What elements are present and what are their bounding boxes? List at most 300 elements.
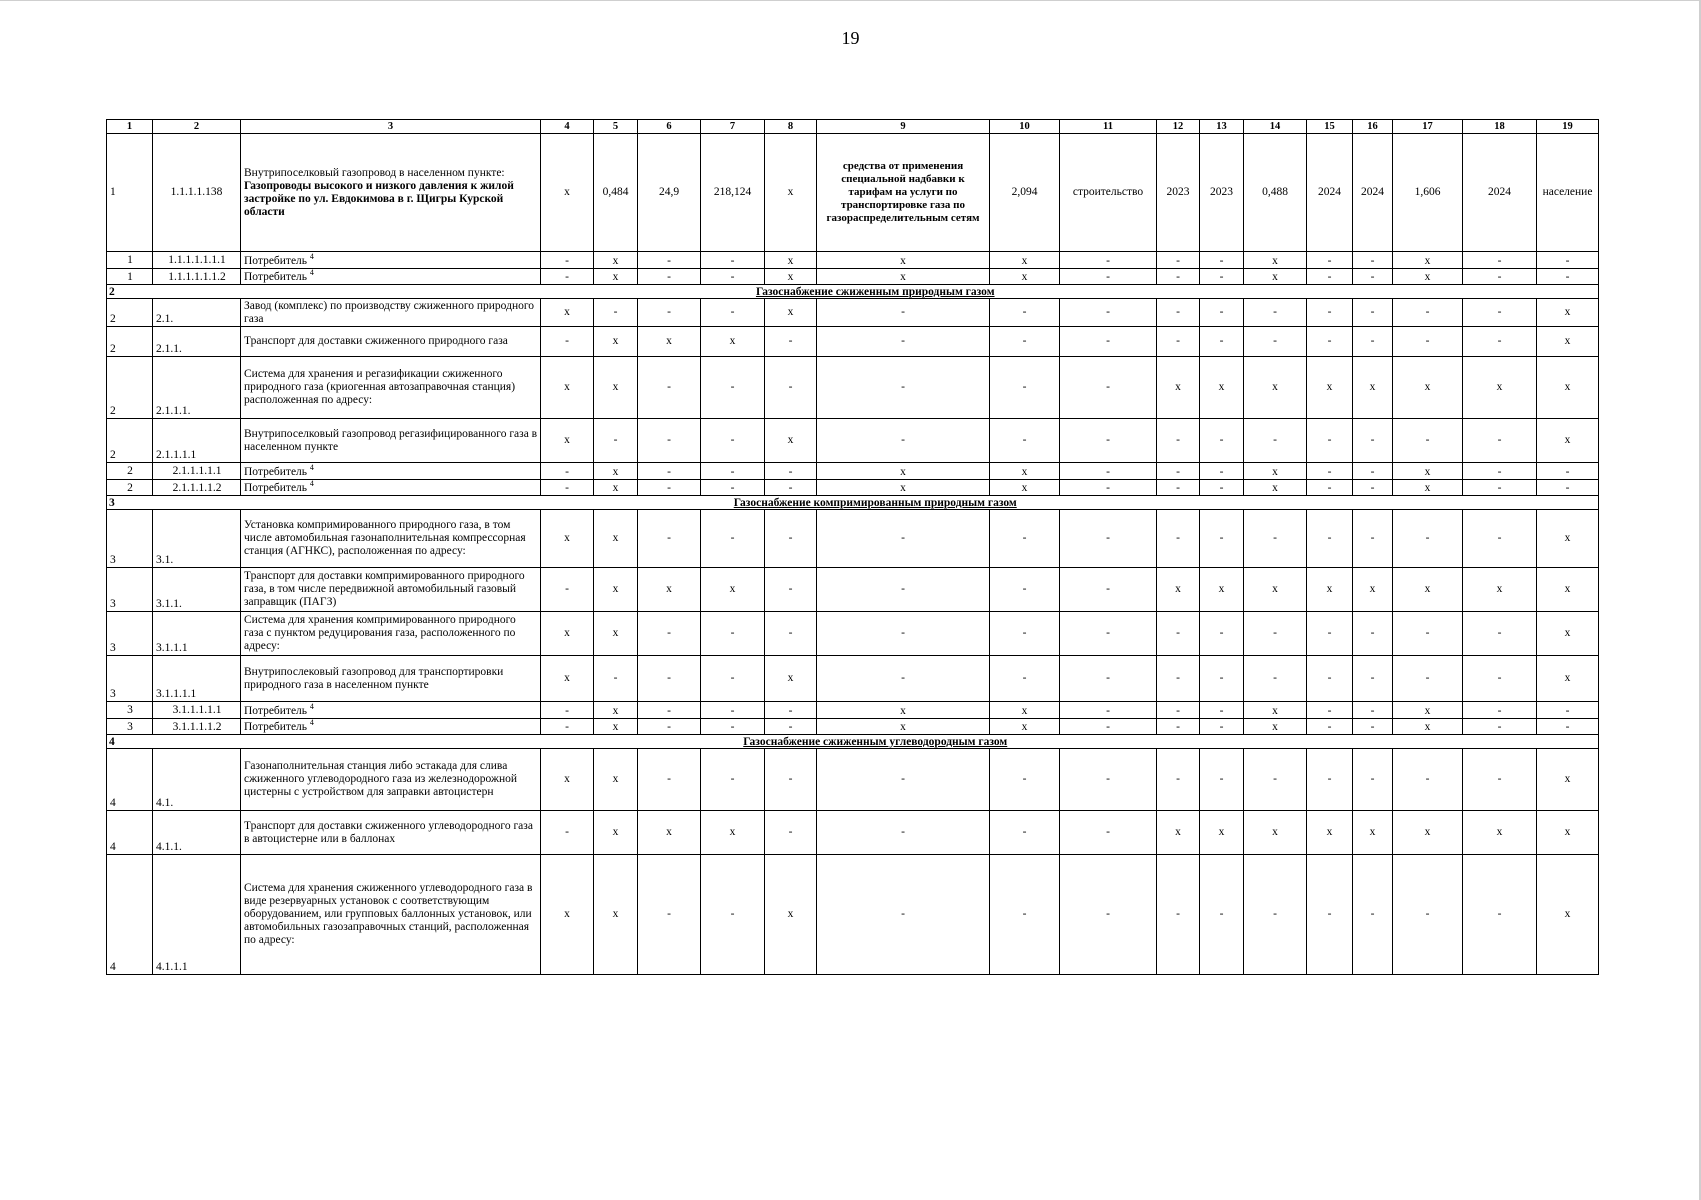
table-cell: - [765, 480, 817, 496]
table-cell: - [1157, 299, 1200, 327]
table-cell: 1.1.1.1.138 [153, 134, 241, 252]
table-cell: - [817, 749, 990, 811]
table-cell: - [817, 568, 990, 612]
column-header-13: 13 [1200, 120, 1244, 134]
table-cell: 2.1. [153, 299, 241, 327]
table-cell: - [1463, 510, 1537, 568]
table-cell: x [541, 510, 594, 568]
table-cell: 4 [107, 855, 153, 975]
table-cell: - [1060, 811, 1157, 855]
column-header-9: 9 [817, 120, 990, 134]
table-cell: x [638, 811, 701, 855]
table-cell: 4.1.1. [153, 811, 241, 855]
table-cell: x [817, 480, 990, 496]
table-cell: - [594, 299, 638, 327]
gas-supply-table [106, 119, 1599, 975]
table-cell: x [1463, 811, 1537, 855]
table-cell: - [1060, 702, 1157, 719]
table-cell: x [1157, 568, 1200, 612]
table-cell: - [1200, 299, 1244, 327]
table-cell: - [990, 811, 1060, 855]
table-cell: - [817, 357, 990, 419]
column-header-11: 11 [1060, 120, 1157, 134]
table-cell: 0,488 [1244, 134, 1307, 252]
table-cell: - [1200, 656, 1244, 702]
table-cell: - [990, 357, 1060, 419]
table-cell: - [765, 568, 817, 612]
table-cell: - [1200, 480, 1244, 496]
table-cell: x [1393, 269, 1463, 285]
table-cell: - [817, 510, 990, 568]
table-cell: - [701, 719, 765, 735]
table-cell: - [541, 327, 594, 357]
table-cell: - [701, 299, 765, 327]
table-cell: 1 [107, 134, 153, 252]
table-row [107, 749, 1599, 811]
table-cell: - [1200, 419, 1244, 463]
section-row [107, 496, 1599, 510]
consumer-row [107, 252, 1599, 269]
column-header-6: 6 [638, 120, 701, 134]
table-cell: - [1060, 357, 1157, 419]
table-cell: - [1463, 269, 1537, 285]
table-cell: - [1463, 463, 1537, 480]
table-cell: - [1200, 855, 1244, 975]
table-cell: - [1537, 702, 1599, 719]
table-cell: - [1157, 656, 1200, 702]
table-cell: 24,9 [638, 134, 701, 252]
table-row [107, 419, 1599, 463]
table-cell: x [594, 811, 638, 855]
table-cell: x [1353, 568, 1393, 612]
table-cell: - [765, 463, 817, 480]
table-cell: - [1463, 702, 1537, 719]
table-cell: 2.1.1.1.1.2 [153, 480, 241, 496]
table-cell: - [1537, 269, 1599, 285]
table-cell: - [1060, 656, 1157, 702]
table-cell: x [594, 252, 638, 269]
table-cell: - [638, 702, 701, 719]
table-row [107, 327, 1599, 357]
table-cell: - [541, 811, 594, 855]
section-title: Газоснабжение сжиженным углеводородным газом [153, 735, 1599, 749]
table-cell: - [1393, 855, 1463, 975]
table-cell: x [765, 419, 817, 463]
table-cell: - [1244, 656, 1307, 702]
table-cell: 2 [107, 299, 153, 327]
table-cell: - [638, 612, 701, 656]
table-cell: - [1307, 327, 1353, 357]
table-cell: x [541, 855, 594, 975]
table-cell: - [1463, 719, 1537, 735]
table-cell: x [817, 702, 990, 719]
table-cell: x [1244, 811, 1307, 855]
table-cell: x [541, 749, 594, 811]
table-cell: x [1393, 702, 1463, 719]
table-cell: - [990, 656, 1060, 702]
table-cell: - [701, 612, 765, 656]
table-cell: - [1307, 702, 1353, 719]
table-cell: - [1307, 299, 1353, 327]
column-header-17: 17 [1393, 120, 1463, 134]
table-cell: x [1200, 811, 1244, 855]
table-cell: - [1393, 419, 1463, 463]
consumer-label [241, 480, 541, 496]
table-cell: - [765, 749, 817, 811]
table-cell: x [765, 252, 817, 269]
table-cell: 3 [107, 568, 153, 612]
table-cell: 3.1.1.1.1.1 [153, 702, 241, 719]
column-header-14: 14 [1244, 120, 1307, 134]
table-cell: x [817, 252, 990, 269]
table-cell: - [541, 269, 594, 285]
table-row [107, 811, 1599, 855]
table-cell: 4.1.1.1 [153, 855, 241, 975]
section-row [107, 285, 1599, 299]
footnote-ref: 4 [309, 718, 314, 727]
description-text: Внутрипоселковый газопровод в населенном пункте: [244, 166, 505, 179]
table-cell: x [1157, 357, 1200, 419]
consumer-label-text: Потребитель [244, 271, 308, 283]
table-cell: - [1353, 327, 1393, 357]
table-cell: - [1307, 656, 1353, 702]
table-cell: средства от применения специальной надбавки к тарифам на услуги по транспортировке газа по газораспределительным сетям [817, 134, 990, 252]
object-description: Внутрипослековый газопровод для транспортировки природного газа в населенном пункте [241, 656, 541, 702]
table-cell: 2 [107, 327, 153, 357]
table-cell: - [1353, 855, 1393, 975]
table-cell: - [817, 612, 990, 656]
table-cell: x [1537, 510, 1599, 568]
table-cell: - [701, 357, 765, 419]
table-cell: 2 [107, 357, 153, 419]
table-cell: - [1537, 719, 1599, 735]
footnote-ref: 4 [309, 702, 314, 711]
table-cell: x [817, 269, 990, 285]
table-cell: - [1060, 612, 1157, 656]
object-description: Внутрипоселковый газопровод регазифицированного газа в населенном пункте [241, 419, 541, 463]
table-cell: - [1060, 299, 1157, 327]
table-cell: - [701, 656, 765, 702]
table-cell: x [1393, 811, 1463, 855]
table-cell: x [1307, 568, 1353, 612]
table-cell: - [1244, 299, 1307, 327]
object-description: Система для хранения сжиженного углеводородного газа в виде резервуарных установок с соответствующим оборудованием, или групповых баллонных установок, или автомобильных газозаправочных станций, расположенная по адресу: [241, 855, 541, 975]
table-cell: - [1353, 702, 1393, 719]
table-cell: x [1393, 568, 1463, 612]
table-cell: 2.1.1.1. [153, 357, 241, 419]
table-cell: - [1463, 749, 1537, 811]
table-cell: - [765, 702, 817, 719]
table-cell: - [990, 612, 1060, 656]
table-cell: x [594, 357, 638, 419]
table-cell: - [1537, 463, 1599, 480]
table-cell: x [765, 656, 817, 702]
table-cell: 0,484 [594, 134, 638, 252]
consumer-label-text: Потребитель [244, 255, 308, 267]
table-cell: - [701, 749, 765, 811]
table-cell: x [1393, 463, 1463, 480]
table-cell: - [765, 510, 817, 568]
table-cell: - [1353, 299, 1393, 327]
object-description: Транспорт для доставки сжиженного углеводородного газа в автоцистерне или в баллонах [241, 811, 541, 855]
table-cell: x [990, 252, 1060, 269]
table-cell: - [1200, 719, 1244, 735]
table-cell: x [765, 134, 817, 252]
table-cell: - [1157, 749, 1200, 811]
table-cell: x [541, 357, 594, 419]
table-row [107, 612, 1599, 656]
table-cell: - [1157, 612, 1200, 656]
table-cell: - [1157, 269, 1200, 285]
table-cell: x [1537, 811, 1599, 855]
object-description: Система для хранения и регазификации сжиженного природного газа (криогенная автозаправочная станция) расположенная по адресу: [241, 357, 541, 419]
table-cell: - [701, 269, 765, 285]
table-cell: - [1307, 463, 1353, 480]
table-cell: - [1353, 510, 1393, 568]
table-cell: - [541, 252, 594, 269]
object-description: Система для хранения компримированного природного газа с пунктом редуцирования газа, расположенного по адресу: [241, 612, 541, 656]
table-cell: - [765, 357, 817, 419]
table-cell: 3.1.1. [153, 568, 241, 612]
table-cell: - [1060, 855, 1157, 975]
table-cell: - [1200, 252, 1244, 269]
table-cell: - [990, 510, 1060, 568]
table-cell: x [1537, 419, 1599, 463]
table-cell: x [1244, 702, 1307, 719]
column-header-2: 2 [153, 120, 241, 134]
page-number: 19 [841, 28, 860, 48]
column-header-12: 12 [1157, 120, 1200, 134]
table-cell: 2023 [1200, 134, 1244, 252]
table-cell: - [1157, 252, 1200, 269]
table-cell: - [990, 855, 1060, 975]
table-cell: - [765, 811, 817, 855]
table-row [107, 656, 1599, 702]
table-cell: 1.1.1.1.1.1.1 [153, 252, 241, 269]
table-cell: - [638, 749, 701, 811]
table-cell: x [1393, 480, 1463, 496]
table-cell: 3 [107, 719, 153, 735]
table-cell: x [1393, 252, 1463, 269]
column-header-10: 10 [990, 120, 1060, 134]
table-cell: - [1307, 612, 1353, 656]
table-cell: - [990, 299, 1060, 327]
table-cell: x [765, 299, 817, 327]
table-cell: - [1307, 480, 1353, 496]
table-cell: - [817, 855, 990, 975]
table-cell: x [594, 480, 638, 496]
column-header-4: 4 [541, 120, 594, 134]
table-cell: x [594, 510, 638, 568]
table-cell: x [541, 419, 594, 463]
column-header-5: 5 [594, 120, 638, 134]
table-cell: - [1200, 612, 1244, 656]
table-cell: - [1353, 269, 1393, 285]
column-header-19: 19 [1537, 120, 1599, 134]
table-cell: - [541, 480, 594, 496]
table-cell: - [638, 656, 701, 702]
table-cell: x [765, 269, 817, 285]
consumer-label-text: Потребитель [244, 466, 308, 478]
table-cell: x [1537, 327, 1599, 357]
table-cell: x [1537, 612, 1599, 656]
table-cell: - [541, 719, 594, 735]
table-cell: 2023 [1157, 134, 1200, 252]
consumer-row [107, 463, 1599, 480]
table-cell: - [638, 510, 701, 568]
table-cell: x [1200, 357, 1244, 419]
object-description: Газонаполнительная станция либо эстакада для слива сжиженного углеводородного газа из железнодорожной цистерны с устройством для заправки автоцистерн [241, 749, 541, 811]
table-cell: 4 [107, 749, 153, 811]
section-title: Газоснабжение компримированным природным газом [153, 496, 1599, 510]
table-cell: 1,606 [1393, 134, 1463, 252]
table-cell: 1 [107, 252, 153, 269]
table-cell: - [1353, 419, 1393, 463]
table-cell: x [1537, 749, 1599, 811]
table-cell: - [1393, 327, 1463, 357]
table-cell: - [1353, 463, 1393, 480]
table-cell: x [541, 656, 594, 702]
table-cell: - [1060, 419, 1157, 463]
table-cell: 3.1.1.1.1 [153, 656, 241, 702]
table-cell: x [1200, 568, 1244, 612]
table-cell: - [1393, 656, 1463, 702]
table-cell: - [990, 749, 1060, 811]
table-cell: - [1060, 480, 1157, 496]
table-cell: x [638, 327, 701, 357]
footnote-ref: 4 [309, 268, 314, 277]
description-bold-text: Газопроводы высокого и низкого давления к жилой застройке по ул. Евдокимова в г. Щигры Курской области [244, 179, 514, 218]
table-cell: - [1393, 299, 1463, 327]
column-header-1: 1 [107, 120, 153, 134]
consumer-row [107, 480, 1599, 496]
table-cell: - [1200, 327, 1244, 357]
table-cell: x [817, 463, 990, 480]
table-cell: - [1353, 656, 1393, 702]
table-cell: x [701, 568, 765, 612]
consumer-label [241, 252, 541, 269]
table-cell: 2.1.1.1.1.1 [153, 463, 241, 480]
table-cell: - [1200, 749, 1244, 811]
table-cell: - [1307, 719, 1353, 735]
table-cell: 2024 [1307, 134, 1353, 252]
table-cell: - [1353, 749, 1393, 811]
table-cell: - [1200, 463, 1244, 480]
consumer-label-text: Потребитель [244, 721, 308, 733]
table-cell: - [1307, 252, 1353, 269]
table-cell: - [541, 568, 594, 612]
table-row [107, 299, 1599, 327]
table-cell: x [1463, 357, 1537, 419]
table-cell: - [1200, 702, 1244, 719]
table-cell: - [541, 463, 594, 480]
table-cell: 2.1.1.1.1 [153, 419, 241, 463]
object-description [241, 134, 541, 252]
table-cell: - [1157, 419, 1200, 463]
table-cell: 3.1.1.1 [153, 612, 241, 656]
table-cell: строительство [1060, 134, 1157, 252]
table-cell: - [1060, 749, 1157, 811]
column-header-16: 16 [1353, 120, 1393, 134]
table-cell: - [638, 419, 701, 463]
table-cell: - [1393, 749, 1463, 811]
table-cell: 2 [107, 480, 153, 496]
table-cell: - [701, 419, 765, 463]
table-cell: - [1157, 719, 1200, 735]
table-row [107, 568, 1599, 612]
footnote-ref: 4 [309, 463, 314, 472]
table-cell: - [638, 269, 701, 285]
section-number: 4 [107, 735, 153, 749]
table-cell: x [1537, 299, 1599, 327]
table-cell: - [1060, 269, 1157, 285]
table-cell: - [701, 480, 765, 496]
section-title: Газоснабжение сжиженным природным газом [153, 285, 1599, 299]
table-cell: - [1393, 612, 1463, 656]
table-cell: 1 [107, 269, 153, 285]
table-cell: - [1353, 719, 1393, 735]
table-cell: - [1463, 327, 1537, 357]
table-cell: - [1060, 327, 1157, 357]
table-cell: - [765, 612, 817, 656]
table-cell: 3.1. [153, 510, 241, 568]
table-cell: x [594, 463, 638, 480]
table-cell: x [541, 299, 594, 327]
table-cell: x [594, 269, 638, 285]
consumer-row [107, 702, 1599, 719]
table-cell: - [1463, 855, 1537, 975]
table-row [107, 855, 1599, 975]
column-header-3: 3 [241, 120, 541, 134]
table-cell: x [594, 749, 638, 811]
table-cell: x [1157, 811, 1200, 855]
table-cell: - [1060, 568, 1157, 612]
table-cell: - [1244, 419, 1307, 463]
table-cell: - [1157, 702, 1200, 719]
header-row [107, 120, 1599, 134]
table-cell: x [594, 702, 638, 719]
table-cell: - [638, 299, 701, 327]
table-cell: - [1537, 252, 1599, 269]
table-cell: - [1060, 719, 1157, 735]
table-cell: x [1244, 480, 1307, 496]
consumer-label [241, 719, 541, 735]
table-cell: 3 [107, 612, 153, 656]
table-cell: - [1200, 510, 1244, 568]
table-cell: - [1060, 510, 1157, 568]
table-cell: - [701, 510, 765, 568]
table-cell: 1.1.1.1.1.1.2 [153, 269, 241, 285]
table-cell: x [1307, 357, 1353, 419]
footnote-ref: 4 [309, 479, 314, 488]
table-cell: x [1244, 719, 1307, 735]
table-cell: x [817, 719, 990, 735]
section-row [107, 735, 1599, 749]
table-cell: - [1393, 510, 1463, 568]
table-cell: - [1463, 419, 1537, 463]
table-cell: - [1060, 463, 1157, 480]
table-cell: x [701, 327, 765, 357]
object-description: Установка компримированного природного газа, в том числе автомобильная газонаполнительная компрессорная станция (АГНКС), расположенная по адресу: [241, 510, 541, 568]
consumer-label-text: Потребитель [244, 482, 308, 494]
table-cell: x [765, 855, 817, 975]
table-cell: - [765, 327, 817, 357]
object-description: Транспорт для доставки компримированного природного газа, в том числе передвижной автомобильный газовый заправщик (ПАГЗ) [241, 568, 541, 612]
table-cell: - [594, 656, 638, 702]
table-cell: - [1307, 419, 1353, 463]
table-cell: население [1537, 134, 1599, 252]
table-cell: - [638, 855, 701, 975]
